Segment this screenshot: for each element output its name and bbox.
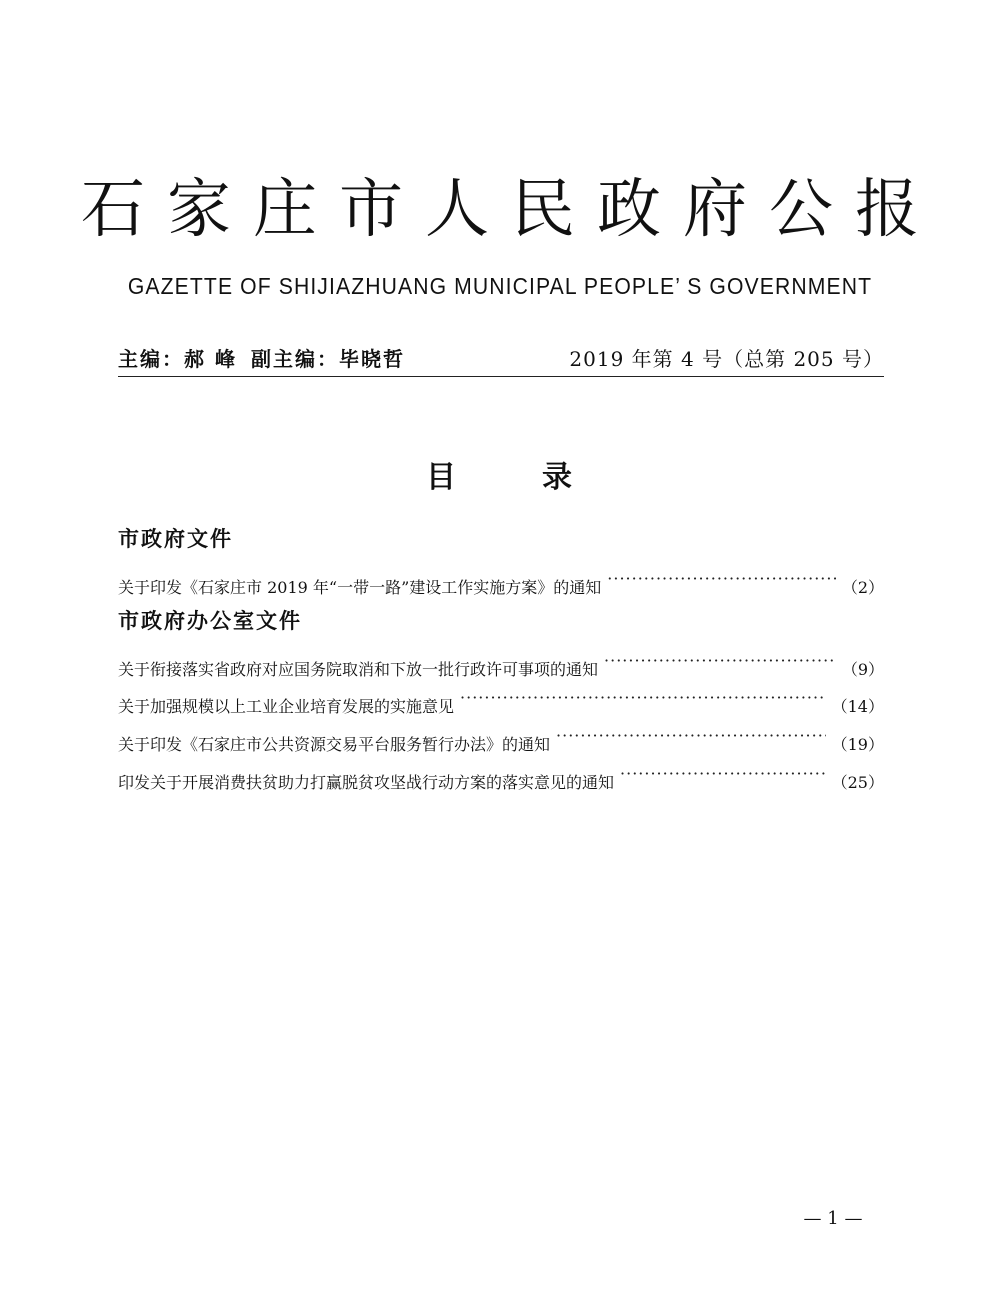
deputy-editor: 副主编：毕晓哲 <box>250 347 405 371</box>
toc-heading-right: 录 <box>542 460 574 495</box>
toc-entry-title[interactable]: 关于印发《石家庄市公共资源交易平台服务暂行办法》的通知 <box>118 735 551 754</box>
page-number: — 1 — <box>803 1208 863 1229</box>
toc-heading <box>0 456 1000 500</box>
issue-number: 2019 年第 4 号（总第 205 号） <box>569 347 884 371</box>
toc-entry[interactable] <box>118 760 884 792</box>
chief-editor: 主编：郝 峰 <box>118 347 237 371</box>
dot-leader <box>607 565 836 593</box>
toc-entry-title[interactable]: 关于印发《石家庄市 2019 年“一带一路”建设工作实施方案》的通知 <box>118 578 602 597</box>
toc-entry-page[interactable]: （19） <box>831 735 884 754</box>
dot-leader <box>620 760 826 788</box>
toc-entry[interactable] <box>118 722 884 754</box>
toc-entry-title[interactable]: 关于衔接落实省政府对应国务院取消和下放一批行政许可事项的通知 <box>118 660 599 679</box>
toc-entry-page[interactable]: （14） <box>831 697 884 716</box>
section-heading-general-office: 市政府办公室文件 <box>118 609 302 633</box>
toc-heading-left: 目 <box>426 460 458 495</box>
dot-leader <box>604 647 836 675</box>
toc-entry[interactable] <box>118 647 884 679</box>
dot-leader <box>556 722 826 750</box>
dot-leader <box>460 684 826 712</box>
toc-entry-page[interactable]: （9） <box>841 660 884 679</box>
editor-names <box>118 342 405 376</box>
toc-entry-title[interactable]: 关于加强规模以上工业企业培育发展的实施意见 <box>118 697 455 716</box>
toc-entry-page[interactable]: （25） <box>831 773 884 792</box>
section-heading-municipal-government: 市政府文件 <box>118 527 233 551</box>
toc-entry[interactable] <box>118 565 884 597</box>
toc-entry[interactable] <box>118 684 884 716</box>
editor-info-bar <box>118 342 884 377</box>
toc-entry-page[interactable]: （2） <box>841 578 884 597</box>
toc-entry-title[interactable]: 印发关于开展消费扶贫助力打赢脱贫攻坚战行动方案的落实意见的通知 <box>118 773 615 792</box>
gazette-english-title: GAZETTE OF SHIJIAZHUANG MUNICIPAL PEOPLE’ S GOVERNMENT <box>127 273 873 299</box>
gazette-title: 石家庄市人民政府公报 <box>81 173 941 247</box>
